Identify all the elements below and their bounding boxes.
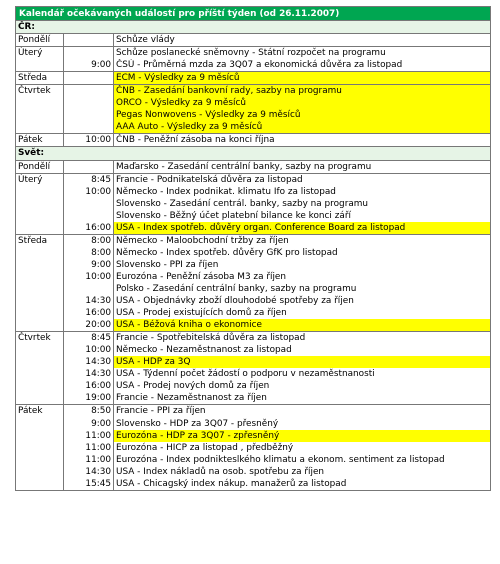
time-cell (64, 121, 114, 134)
event-cell: USA - Index nákladů na osob. spotřebu za říjen (114, 466, 491, 478)
time-cell: 10:00 (64, 271, 114, 283)
time-cell (64, 85, 114, 98)
event-row (16, 466, 491, 478)
event-row (16, 160, 491, 173)
event-row (16, 121, 491, 134)
time-cell: 11:00 (64, 442, 114, 454)
event-cell: Schůze poslanecké sněmovny - Státní rozpočet na programu (114, 47, 491, 60)
event-cell: Německo - Index spotřeb. důvěry GfK pro listopad (114, 247, 491, 259)
event-row (16, 222, 491, 235)
event-row (16, 109, 491, 121)
event-cell-highlighted: ORCO - Výsledky za 9 měsíců (114, 97, 491, 109)
day-cell: Středa (16, 234, 64, 247)
day-cell (16, 186, 64, 198)
event-cell: Německo - Maloobchodní tržby za říjen (114, 234, 491, 247)
day-cell: Úterý (16, 173, 64, 186)
day-cell (16, 418, 64, 430)
time-cell (64, 283, 114, 295)
event-cell: Německo - Index podnikat. klimatu Ifo za listopad (114, 186, 491, 198)
time-cell: 14:30 (64, 356, 114, 368)
calendar-table (15, 6, 491, 491)
event-cell: Francie - Nezaměstnanost za říjen (114, 392, 491, 405)
event-row (16, 134, 491, 147)
time-cell (64, 109, 114, 121)
day-cell (16, 295, 64, 307)
time-cell: 8:50 (64, 405, 114, 418)
event-cell-highlighted: AAA Auto - Výsledky za 9 měsíců (114, 121, 491, 134)
event-cell: Slovensko - PPI za říjen (114, 259, 491, 271)
time-cell: 10:00 (64, 186, 114, 198)
day-cell (16, 283, 64, 295)
event-row (16, 418, 491, 430)
event-cell: ČSÚ - Průměrná mzda za 3Q07 a ekonomická důvěra za listopad (114, 59, 491, 72)
day-cell (16, 247, 64, 259)
event-row (16, 380, 491, 392)
time-cell: 14:30 (64, 295, 114, 307)
day-cell (16, 344, 64, 356)
event-cell: Maďarsko - Zasedání centrální banky, sazby na programu (114, 160, 491, 173)
time-cell (64, 198, 114, 210)
event-cell: USA - Týdenní počet žádostí o podporu v nezaměstnanosti (114, 368, 491, 380)
time-cell: 20:00 (64, 319, 114, 332)
event-row (16, 271, 491, 283)
event-cell-highlighted: ČNB - Zasedání bankovní rady, sazby na programu (114, 85, 491, 98)
event-cell: USA - Prodej existujících domů za říjen (114, 307, 491, 319)
day-cell (16, 198, 64, 210)
time-cell: 8:00 (64, 247, 114, 259)
event-cell-highlighted: ECM - Výsledky za 9 měsíců (114, 72, 491, 85)
day-cell: Pátek (16, 134, 64, 147)
event-cell: Polsko - Zasedání centrální banky, sazby na programu (114, 283, 491, 295)
event-row (16, 97, 491, 109)
time-cell: 10:00 (64, 344, 114, 356)
day-cell (16, 319, 64, 332)
event-row (16, 368, 491, 380)
day-cell (16, 430, 64, 442)
event-cell: Francie - Spotřebitelská důvěra za listopad (114, 332, 491, 345)
event-row (16, 85, 491, 98)
day-cell (16, 109, 64, 121)
event-cell: ČNB - Peněžní zásoba na konci října (114, 134, 491, 147)
event-cell: Slovensko - Běžný účet platební bilance ke konci září (114, 210, 491, 222)
day-cell (16, 307, 64, 319)
day-cell (16, 356, 64, 368)
event-row (16, 259, 491, 271)
time-cell (64, 160, 114, 173)
section-label: Svět: (16, 147, 491, 160)
event-cell: Eurozóna - HICP za listopad , předběžný (114, 442, 491, 454)
event-cell-highlighted: Pegas Nonwovens - Výsledky za 9 měsíců (114, 109, 491, 121)
time-cell: 14:30 (64, 466, 114, 478)
event-row (16, 34, 491, 47)
event-row (16, 210, 491, 222)
day-cell (16, 271, 64, 283)
day-cell (16, 380, 64, 392)
day-cell (16, 121, 64, 134)
day-cell: Pátek (16, 405, 64, 418)
event-row (16, 319, 491, 332)
calendar-body (16, 7, 491, 491)
time-cell (64, 210, 114, 222)
time-cell: 16:00 (64, 222, 114, 235)
time-cell: 14:30 (64, 368, 114, 380)
section-row (16, 147, 491, 160)
event-row (16, 344, 491, 356)
day-cell (16, 210, 64, 222)
event-row (16, 247, 491, 259)
day-cell: Čtvrtek (16, 85, 64, 98)
event-cell: USA - Prodej nových domů za říjen (114, 380, 491, 392)
event-cell: USA - Objednávky zboží dlouhodobé spotřeby za říjen (114, 295, 491, 307)
time-cell: 16:00 (64, 380, 114, 392)
event-cell-highlighted: USA - Index spotřeb. důvěry organ. Conference Board za listopad (114, 222, 491, 235)
time-cell: 9:00 (64, 59, 114, 72)
event-cell: Eurozóna - Index podnikteslkého klimatu a ekonom. sentiment za listopad (114, 454, 491, 466)
event-row (16, 234, 491, 247)
time-cell (64, 97, 114, 109)
calendar-title: Kalendář očekávaných událostí pro příští týden (od 26.11.2007) (16, 7, 491, 21)
time-cell: 16:00 (64, 307, 114, 319)
event-row (16, 295, 491, 307)
day-cell: Úterý (16, 47, 64, 60)
event-row (16, 430, 491, 442)
section-label: ČR: (16, 21, 491, 34)
day-cell (16, 368, 64, 380)
day-cell (16, 454, 64, 466)
title-row (16, 7, 491, 21)
time-cell (64, 72, 114, 85)
section-row (16, 21, 491, 34)
day-cell (16, 97, 64, 109)
time-cell: 10:00 (64, 134, 114, 147)
event-row (16, 332, 491, 345)
time-cell: 19:00 (64, 392, 114, 405)
time-cell: 11:00 (64, 454, 114, 466)
day-cell (16, 466, 64, 478)
event-row (16, 392, 491, 405)
event-row (16, 405, 491, 418)
day-cell: Pondělí (16, 160, 64, 173)
event-row (16, 454, 491, 466)
day-cell (16, 478, 64, 491)
day-cell (16, 392, 64, 405)
day-cell (16, 442, 64, 454)
event-cell: Francie - Podnikatelská důvěra za listopad (114, 173, 491, 186)
day-cell: Pondělí (16, 34, 64, 47)
day-cell (16, 59, 64, 72)
time-cell: 9:00 (64, 259, 114, 271)
event-row (16, 186, 491, 198)
event-row (16, 173, 491, 186)
event-cell: Francie - PPI za říjen (114, 405, 491, 418)
event-cell-highlighted: USA - HDP za 3Q (114, 356, 491, 368)
time-cell: 11:00 (64, 430, 114, 442)
event-cell: Eurozóna - Peněžní zásoba M3 za říjen (114, 271, 491, 283)
time-cell (64, 34, 114, 47)
event-cell-highlighted: USA - Béžová kniha o ekonomice (114, 319, 491, 332)
event-cell: Slovensko - Zasedání centrál. banky, sazby na programu (114, 198, 491, 210)
event-row (16, 442, 491, 454)
event-cell: Německo - Nezaměstnanost za listopad (114, 344, 491, 356)
event-cell: Slovensko - HDP za 3Q07 - přesněný (114, 418, 491, 430)
event-cell-highlighted: Eurozóna - HDP za 3Q07 - zpřesněný (114, 430, 491, 442)
event-row (16, 307, 491, 319)
time-cell: 8:45 (64, 173, 114, 186)
event-row (16, 356, 491, 368)
time-cell: 8:00 (64, 234, 114, 247)
event-row (16, 478, 491, 491)
day-cell: Čtvrtek (16, 332, 64, 345)
event-row (16, 47, 491, 60)
event-cell: USA - Chicagský index nákup. manažerů za listopad (114, 478, 491, 491)
time-cell (64, 47, 114, 60)
time-cell: 8:45 (64, 332, 114, 345)
event-row (16, 283, 491, 295)
event-cell: Schůze vlády (114, 34, 491, 47)
day-cell (16, 222, 64, 235)
event-row (16, 198, 491, 210)
day-cell: Středa (16, 72, 64, 85)
event-row (16, 59, 491, 72)
time-cell: 15:45 (64, 478, 114, 491)
time-cell: 9:00 (64, 418, 114, 430)
day-cell (16, 259, 64, 271)
event-row (16, 72, 491, 85)
